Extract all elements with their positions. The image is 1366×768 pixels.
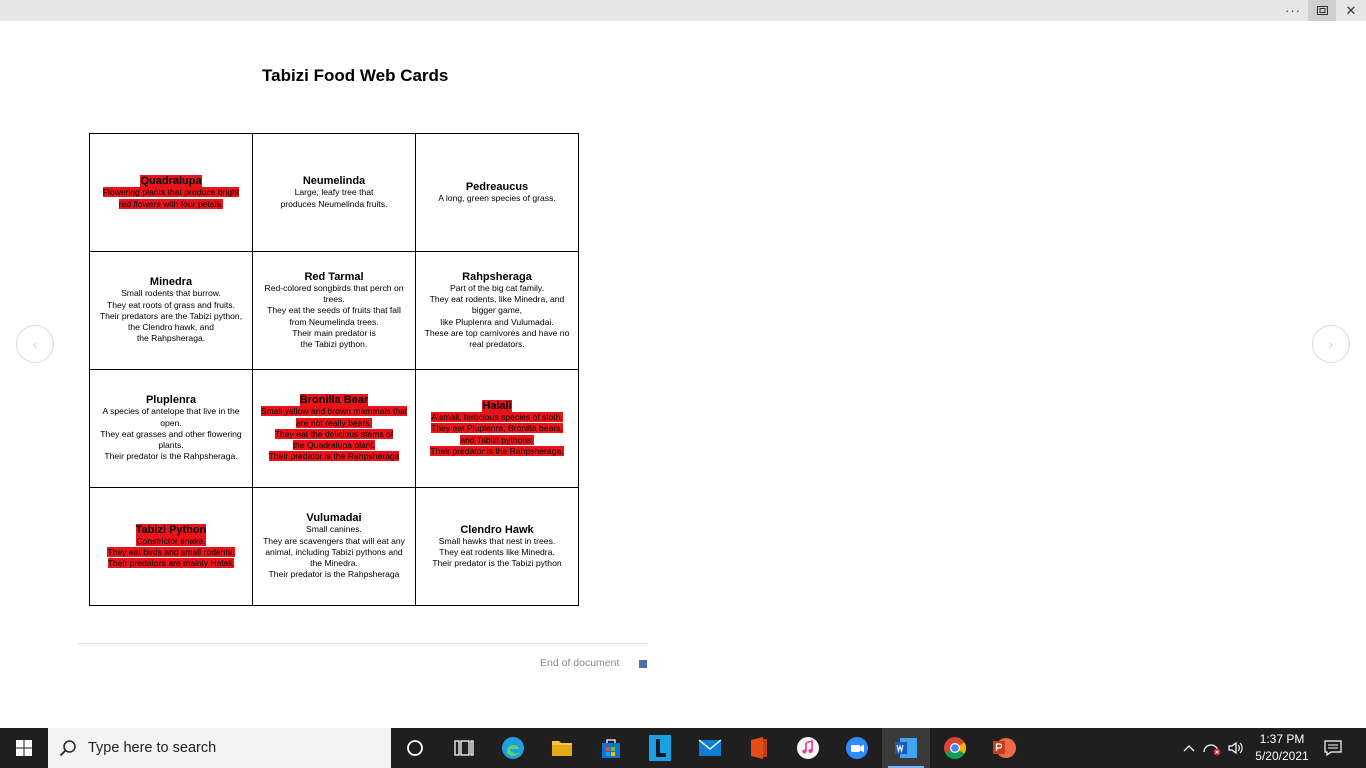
- taskbar-search-box[interactable]: [48, 728, 391, 768]
- network-error-icon: [1202, 740, 1222, 756]
- speaker-icon: [1227, 740, 1245, 756]
- card-row: [90, 488, 579, 606]
- document-title: Tabizi Food Web Cards: [262, 66, 449, 85]
- file-explorer-button[interactable]: [538, 728, 586, 768]
- microsoft-store-button[interactable]: [587, 728, 635, 768]
- start-button[interactable]: [0, 728, 48, 768]
- close-button[interactable]: ✕: [1345, 2, 1357, 18]
- cortana-icon: [406, 739, 424, 757]
- task-view-icon: [454, 739, 474, 757]
- more-options-button[interactable]: ···: [1285, 3, 1301, 18]
- card-name: Clendro Hawk: [460, 523, 534, 536]
- card-name: Rahpsheraga: [462, 270, 532, 283]
- chevron-up-icon: [1183, 744, 1195, 752]
- mail-button[interactable]: [686, 728, 734, 768]
- card-description: Constrictor snake. They eat birds and small rodents. Their predators are mainly Halali.: [107, 535, 235, 569]
- lexia-l-icon: [649, 735, 671, 761]
- windows-logo-icon: [16, 740, 32, 756]
- end-marker-icon: [639, 660, 647, 668]
- food-web-card: [90, 252, 253, 370]
- document-page: [0, 21, 1366, 727]
- food-web-card: [90, 134, 253, 252]
- office-icon: [748, 736, 770, 760]
- chrome-icon: [943, 736, 967, 760]
- card-name: Quadralupa: [140, 175, 202, 188]
- food-web-card: [416, 134, 579, 252]
- edge-icon: [501, 736, 525, 760]
- clock-date: 5/20/2021: [1255, 749, 1309, 763]
- food-web-card: [90, 370, 253, 488]
- next-page-button[interactable]: [1312, 325, 1350, 363]
- card-row: [90, 252, 579, 370]
- notification-icon: [1324, 740, 1342, 756]
- card-description: Small rodents that burrow. They eat roots of grass and fruits. Their predators are the Tabizi python, the Clendro hawk, and the Rahpsheraga.: [99, 288, 243, 344]
- clock-time: 1:37 PM: [1259, 732, 1305, 746]
- store-bag-icon: [600, 737, 622, 759]
- music-note-icon: [796, 736, 820, 760]
- show-hidden-icons-button[interactable]: [1178, 728, 1200, 768]
- card-description: A small, ferocious species of sloth. They eat Pluplenra, Bronilla bears, and Tabizi pythons. Their predator is the Rahpsheraga.: [430, 411, 564, 456]
- card-name: Tabizi Python: [135, 523, 207, 536]
- food-web-card: [416, 488, 579, 606]
- food-web-card: [90, 488, 253, 606]
- food-web-card: [253, 252, 416, 370]
- action-center-button[interactable]: [1320, 728, 1346, 768]
- card-name: Neumelinda: [302, 175, 366, 188]
- card-description: Part of the big cat family. They eat rodents, like Minedra, and bigger game, like Pluplenra and Vulumadai. These are top carnivores and have no real predators.: [424, 282, 570, 350]
- chevron-right-icon: ›: [1328, 336, 1334, 352]
- lexia-button[interactable]: [636, 728, 684, 768]
- previous-page-button[interactable]: [16, 325, 54, 363]
- edge-button[interactable]: [489, 728, 537, 768]
- card-name: Vulumadai: [306, 512, 362, 525]
- food-web-card: [253, 488, 416, 606]
- card-description: Flowering plants that produce bright red flowers with four petals.: [102, 187, 240, 209]
- food-web-card: [253, 134, 416, 252]
- card-description: Small canines. They are scavengers that will eat any animal, including Tabizi pythons and the Minedra. Their predator is the Rahpsheraga: [263, 524, 405, 580]
- card-name: Halali: [482, 399, 512, 412]
- mail-icon: [698, 739, 722, 757]
- card-description: Red-colored songbirds that perch on trees. They eat the seeds of fruits that fall from Neumelinda trees. Their main predator is the Tabizi python.: [264, 282, 404, 350]
- task-view-button[interactable]: [440, 728, 488, 768]
- itunes-button[interactable]: [784, 728, 832, 768]
- food-web-card: [416, 370, 579, 488]
- card-name: Pedreaucus: [465, 180, 529, 193]
- card-name: Bronilla Bear: [299, 394, 369, 407]
- volume-button[interactable]: [1224, 728, 1248, 768]
- food-web-card: [253, 370, 416, 488]
- card-name: Red Tarmal: [304, 270, 364, 283]
- card-description: A long, green species of grass.: [438, 192, 556, 203]
- taskbar-clock[interactable]: [1248, 731, 1316, 765]
- card-name: Minedra: [149, 276, 193, 289]
- end-divider: [78, 643, 648, 644]
- card-description: Small hawks that nest in trees. They eat rodents like Minedra. Their predator is the Tabizi python: [432, 535, 562, 569]
- reader-title-bar: [0, 0, 1366, 21]
- office-button[interactable]: [735, 728, 783, 768]
- search-icon: [48, 739, 88, 757]
- card-description: Large, leafy tree that produces Neumelinda fruits.: [280, 187, 388, 209]
- cortana-button[interactable]: [391, 728, 439, 768]
- search-placeholder: Type here to search: [88, 740, 217, 756]
- taskbar: [0, 728, 1366, 768]
- card-description: A species of antelope that live in the open. They eat grasses and other flowering plants. Their predator is the Rahpsheraga.: [100, 406, 242, 462]
- zoom-camera-icon: [845, 736, 869, 760]
- folder-icon: [551, 738, 573, 758]
- network-status-button[interactable]: [1200, 728, 1224, 768]
- word-icon: [894, 737, 918, 759]
- food-web-card: [416, 252, 579, 370]
- powerpoint-icon: [992, 736, 1016, 760]
- chrome-button[interactable]: [931, 728, 979, 768]
- fit-screen-button[interactable]: [1308, 0, 1336, 21]
- powerpoint-button[interactable]: [980, 728, 1028, 768]
- end-of-document-label: End of document: [540, 657, 620, 669]
- zoom-button[interactable]: [833, 728, 881, 768]
- food-web-table: [89, 133, 579, 606]
- word-button[interactable]: [882, 728, 930, 768]
- fit-screen-icon: [1316, 5, 1329, 16]
- card-name: Pluplenra: [145, 394, 197, 407]
- card-description: Small yellow and brown mammals that are not really bears. They eat the delicious stems of the Quadralupa plant. Their predator is the Rahpsheraga: [260, 406, 408, 462]
- chevron-left-icon: ‹: [32, 336, 38, 352]
- card-row: [90, 134, 579, 252]
- card-row: [90, 370, 579, 488]
